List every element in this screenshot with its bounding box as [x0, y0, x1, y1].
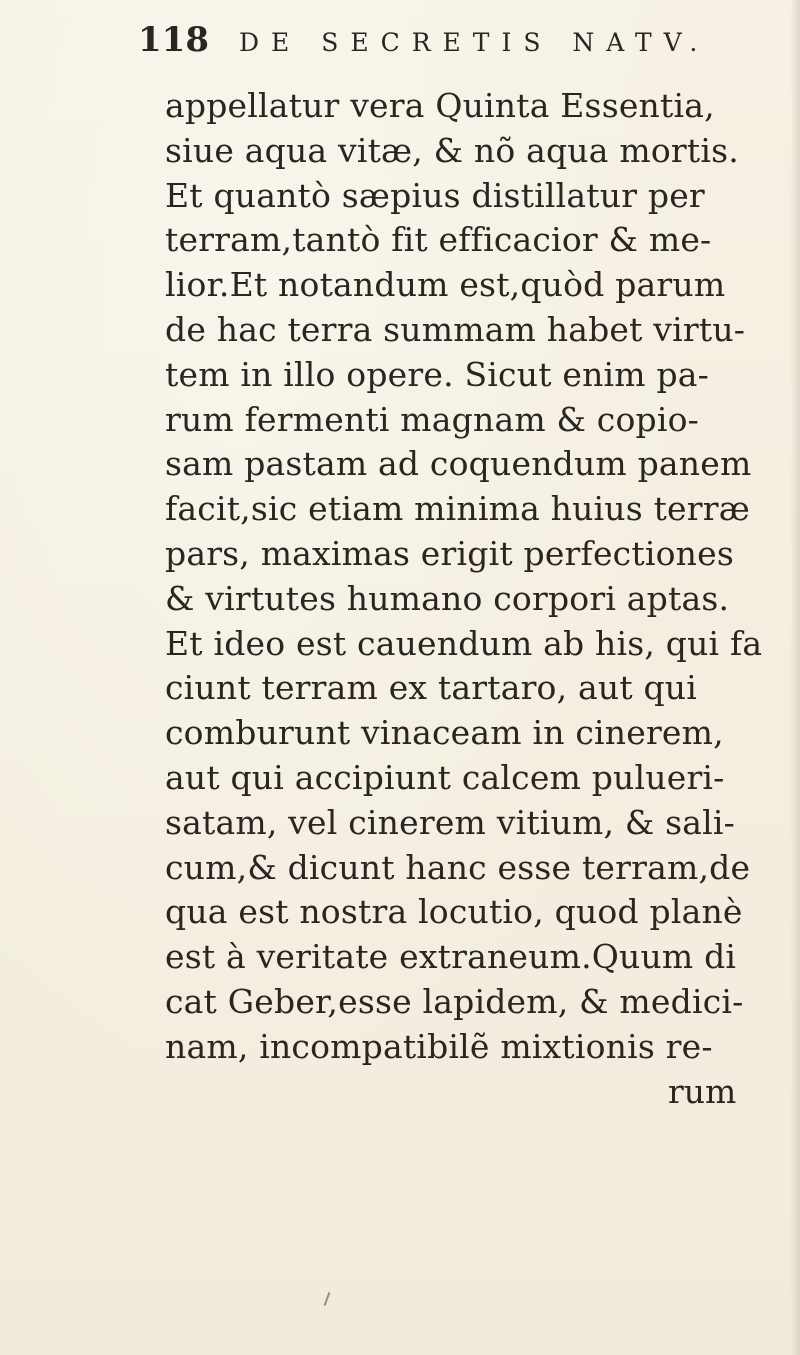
text-line: aut qui accipiunt calcem pulueri- — [165, 757, 725, 797]
text-line: & virtutes humano corpori aptas. — [165, 578, 730, 618]
body-text — [165, 84, 795, 1070]
catchword: rum — [668, 1072, 737, 1111]
text-line: cum,& dicunt hanc esse terram,de — [165, 847, 751, 887]
text-line: Et quantò sæpius distillatur per — [165, 175, 705, 215]
page-header — [138, 20, 709, 70]
text-line: facit,sic etiam minima huius terræ — [165, 489, 750, 529]
text-line: qua est nostra locutio, quod planè — [165, 892, 743, 932]
text-line: terram,tantò fit efficacior & me- — [165, 220, 712, 260]
ink-mark — [324, 1292, 331, 1306]
text-line: comburunt vinaceam in cinerem, — [165, 713, 724, 753]
text-line: siue aqua vitæ, & nõ aqua mortis. — [165, 130, 739, 170]
text-line: appellatur vera Quinta Essentia, — [165, 86, 715, 125]
text-line: rum fermenti magnam & copio- — [165, 399, 700, 439]
text-line: Et ideo est cauendum ab his, qui fa — [165, 623, 763, 663]
text-line: tem in illo opere. Sicut enim pa- — [165, 354, 710, 394]
text-line: cat Geber,esse lapidem, & medici- — [165, 981, 744, 1021]
text-line: nam, incompatibilẽ mixtionis re- — [165, 1026, 713, 1066]
running-head: DE SECRETIS NATV. — [238, 28, 710, 57]
text-line: lior.Et notandum est,quòd parum — [165, 265, 726, 305]
text-line: satam, vel cinerem vitium, & sali- — [165, 802, 736, 842]
text-line: ciunt terram ex tartaro, aut qui — [165, 668, 697, 708]
text-line: est à veritate extraneum.Quum di — [165, 937, 737, 977]
page-number: 118 — [138, 20, 209, 60]
text-line: pars, maximas erigit perfectiones — [165, 533, 734, 573]
text-line: de hac terra summam habet virtu- — [165, 309, 746, 349]
text-line: sam pastam ad coquendum panem — [165, 444, 752, 484]
